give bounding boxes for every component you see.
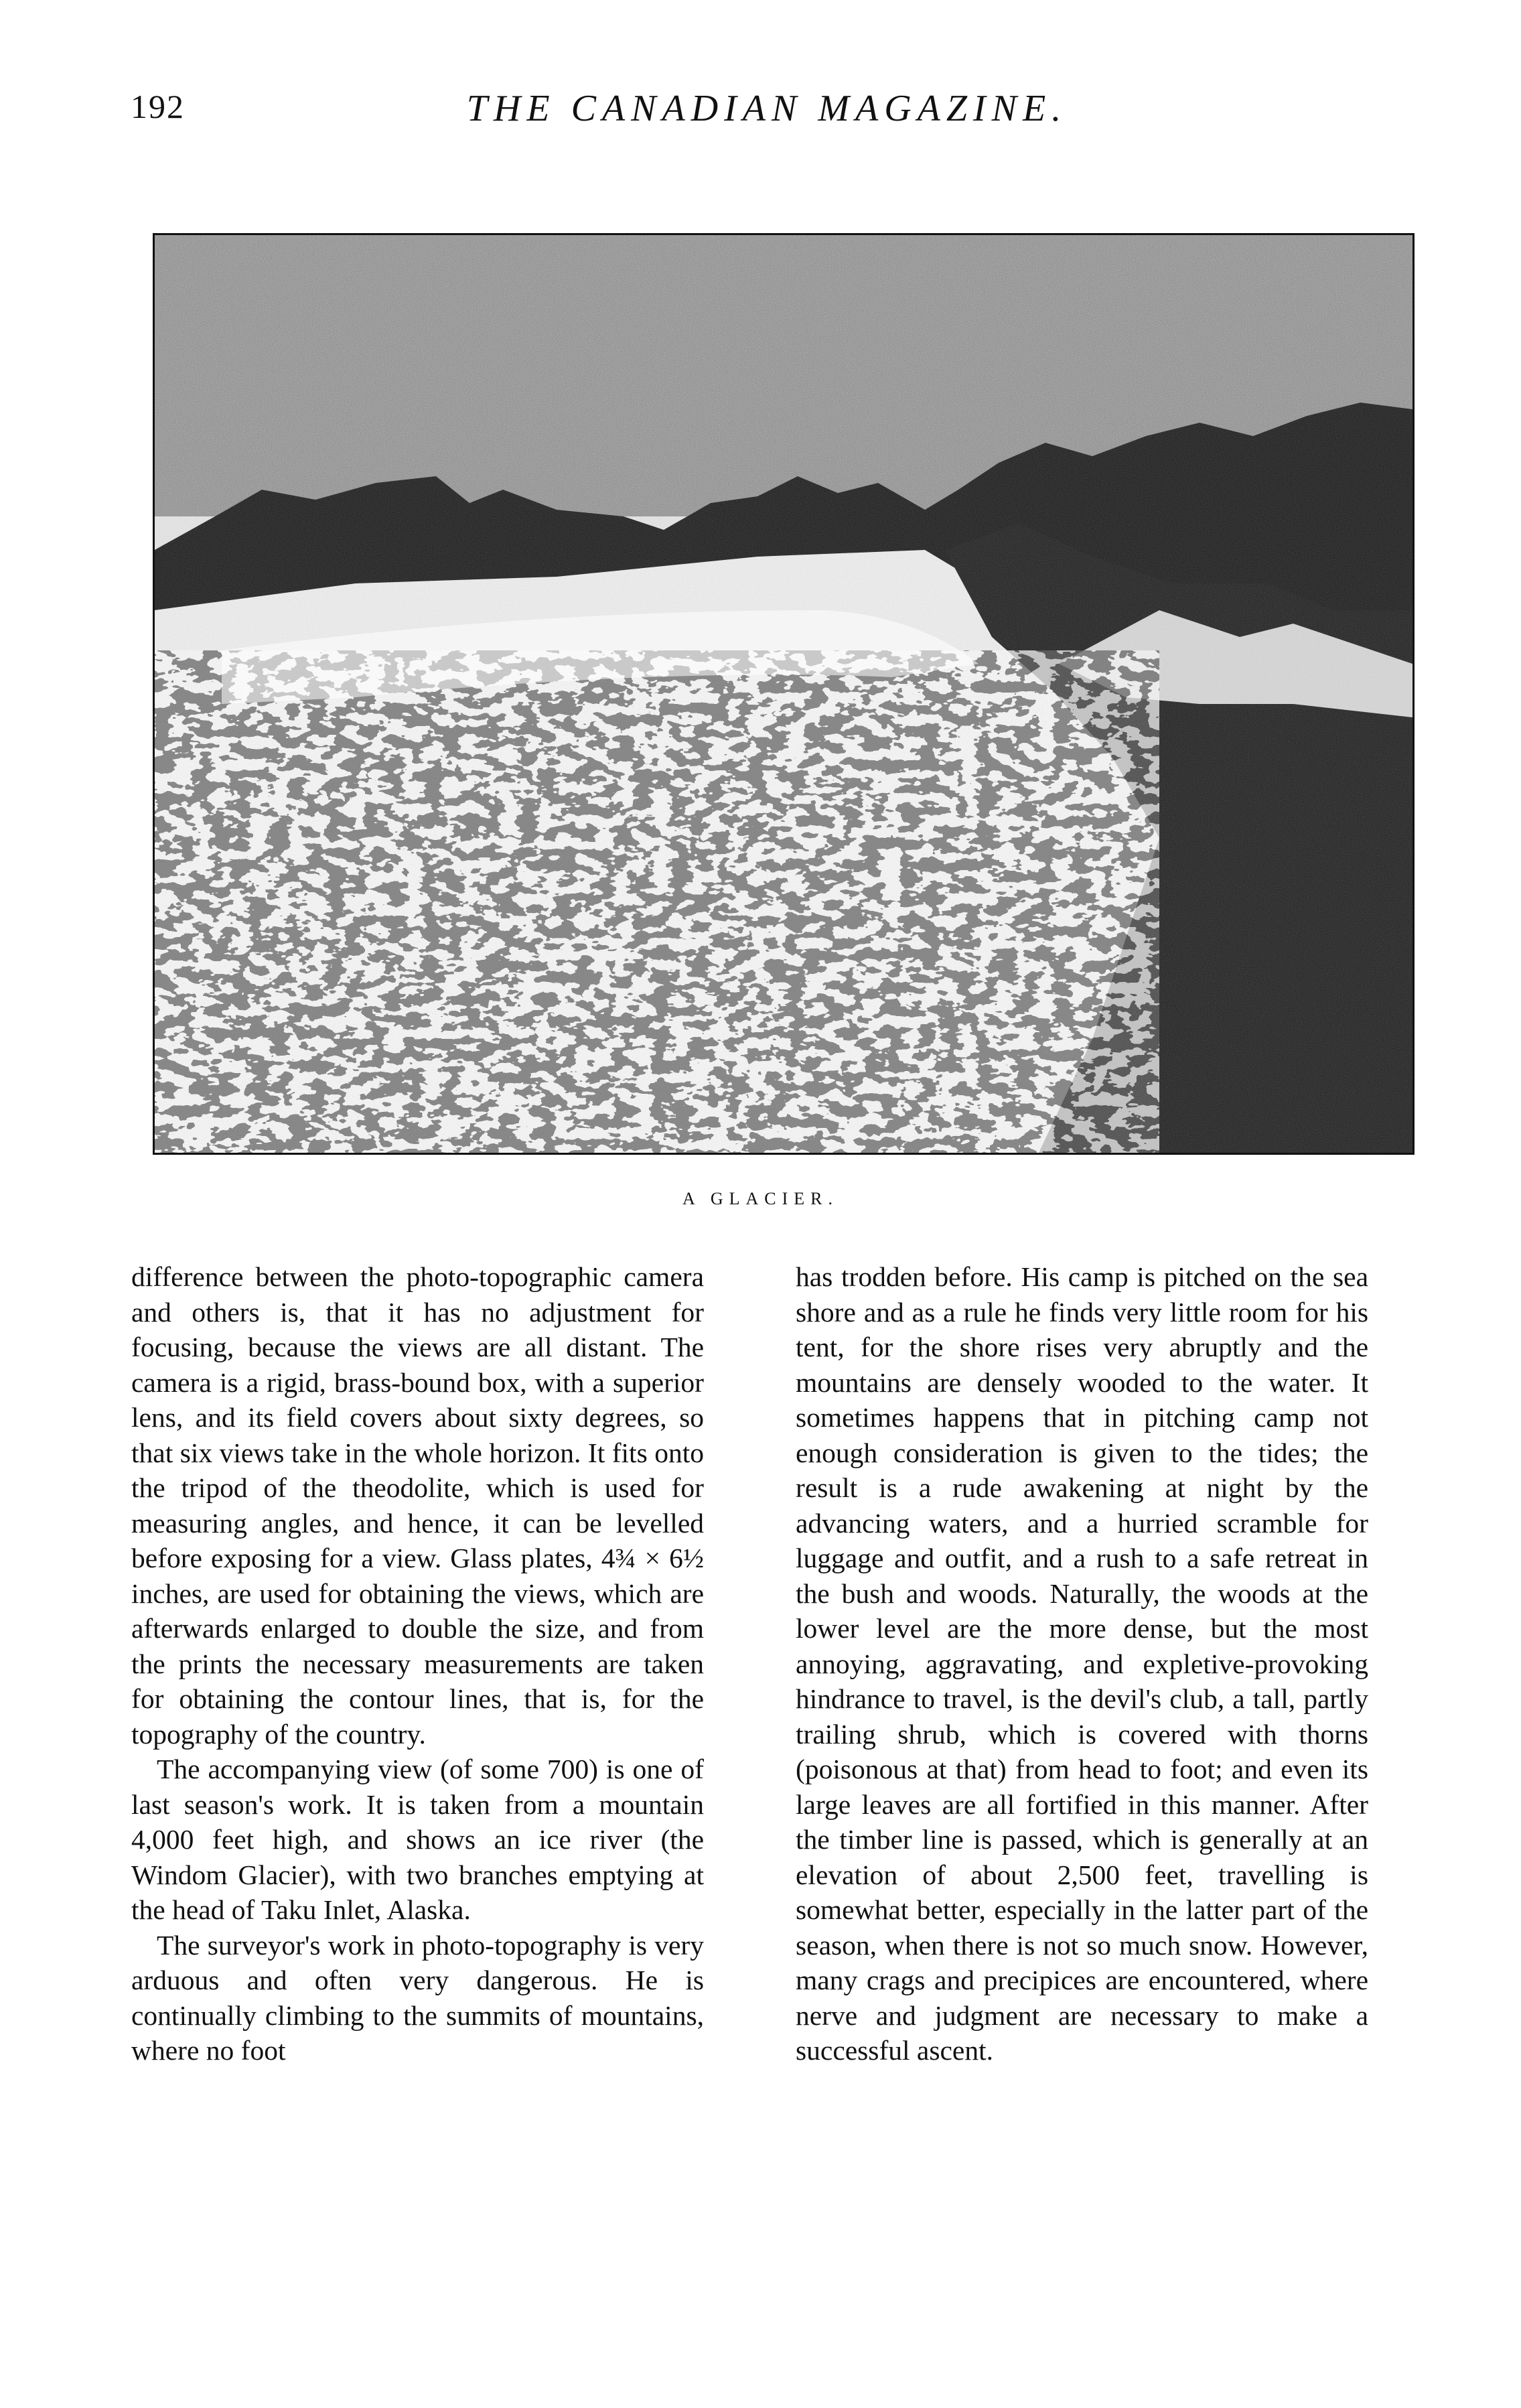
left-paragraph-2: The accompanying view (of some 700) is one of last season's work. It is taken from a mountain 4,000 feet high, and shows an ice river (the Windom Glacier), with two branches emptying at the head of Taku Inlet, Alaska.: [131, 1754, 704, 1925]
page-number: 192: [131, 88, 185, 125]
glacier-photograph: [153, 233, 1415, 1155]
right-column: [796, 1259, 1368, 2068]
glacier-photo-image: [155, 235, 1413, 1153]
figure-caption: A GLACIER.: [682, 1189, 839, 1208]
left-paragraph-1: difference between the photo-topographic camera and others is, that it has no adjustment for focusing, because the views are all distant. The camera is a rigid, brass-bound box, with a superior lens, and its field covers about sixty degrees, so that six views take in the whole horizon. It fits onto the tripod of the theodolite, which is used for measuring angles, and hence, it can be levelled before exposing for a view. Glass plates, 4¾ × 6½ inches, are used for obtaining the views, which are afterwards enlarged to double the size, and from the prints the necessary measurements are taken for obtaining the contour lines, that is, for the topography of the country.: [131, 1261, 704, 1750]
left-paragraph-3: The surveyor's work in photo-topography is very arduous and often very dangerous. He is continually climbing to the summits of mountains, where no foot: [131, 1929, 704, 2066]
page-header: [131, 87, 1403, 147]
running-head: THE CANADIAN MAGAZINE.: [466, 88, 1068, 129]
right-paragraph-1: has trodden before. His camp is pitched on the sea shore and as a rule he finds very little room for his tent, for the shore rises very abruptly and the mountains are densely wooded to the water. It sometimes happens that in pitching camp not enough consideration is given to the tides; the result is a rude awakening at night by the advancing waters, and a hurried scramble for luggage and outfit, and a rush to a safe retreat in the bush and woods. Naturally, the woods at the lower level are the more dense, but the most annoying, aggravating, and expletive-provoking hindrance to travel, is the devil's club, a tall, partly trailing shrub, which is covered with thorns (poisonous at that) from head to foot; and even its large leaves are all fortified in this manner. After the timber line is passed, which is generally at an elevation of about 2,500 feet, travelling is somewhat better, especially in the latter part of the season, when there is not so much snow. However, many crags and precipices are encountered, where nerve and judgment are necessary to make a successful ascent.: [796, 1261, 1368, 2066]
left-column: [131, 1259, 704, 2068]
